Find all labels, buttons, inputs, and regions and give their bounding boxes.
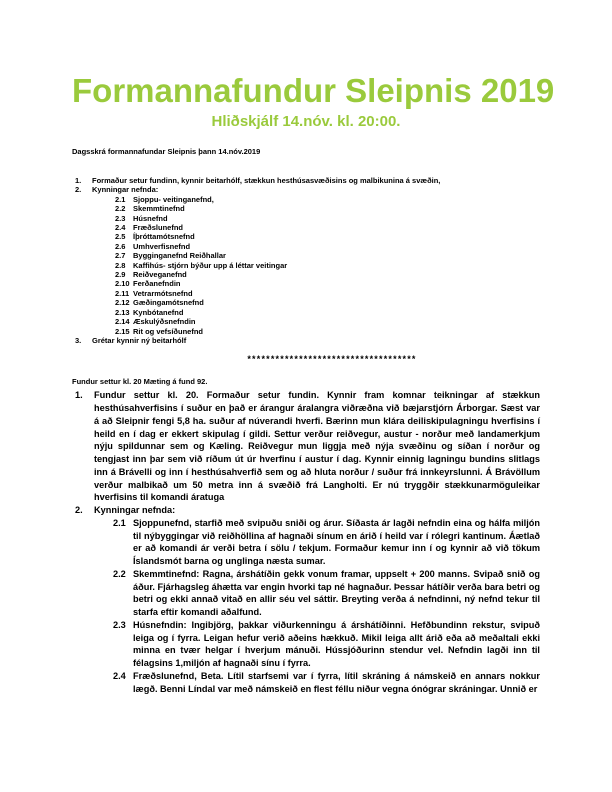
agenda-subitem: [115, 223, 540, 232]
item-text: Gæðingamótsnefnd: [133, 298, 204, 308]
agenda-item: [72, 176, 540, 185]
item-number: 2.7: [115, 251, 126, 261]
agenda-subitem: [115, 308, 540, 317]
agenda-subitem: [115, 261, 540, 270]
agenda-subitem: [115, 279, 540, 288]
item-text: Kynbótanefnd: [133, 307, 184, 317]
minutes-item: [72, 389, 540, 504]
agenda-subitem: [115, 298, 540, 307]
agenda-subitem: [115, 214, 540, 223]
agenda-subitem: [115, 327, 540, 336]
minutes-list: [72, 389, 540, 695]
item-number: 3.: [75, 335, 82, 345]
agenda-subitem: [115, 242, 540, 251]
item-text: Umhverfisnefnd: [133, 241, 191, 251]
item-number: 1.: [75, 176, 82, 185]
agenda-subitem: [115, 289, 540, 298]
item-text: Reiðveganefnd: [133, 270, 187, 280]
agenda-subitem: [115, 204, 540, 213]
agenda-subitem: [115, 270, 540, 279]
minutes-subitem: [113, 568, 540, 619]
item-number: 2.2: [113, 568, 126, 579]
item-number: 2.: [75, 185, 82, 195]
meeting-note: Fundur settur kl. 20 Mæting á fund 92.: [72, 377, 208, 387]
item-text: Vetrarmótsnefnd: [133, 288, 193, 298]
item-number: 2.9: [115, 270, 126, 280]
item-number: 2.14: [115, 317, 130, 327]
item-number: 2.11: [115, 288, 130, 298]
item-text: Fundur settur kl. 20. Formaður setur fundin. Kynnir fram komnar teikningar af stækkun hesthúsahverfisins í suður en það er árangur áralangra viðræðna við bæjarstjórn Árborgar. Sæst var á að Sleipnir fengi 5,8 ha. suður af núverandi hverfi. Bærinn mun klára deiliskipulagningu hverfisins í heild en í dag er ekkert skipulag í gildi. Settur verður reiðvegur, austur - norður með landamerkjum nýju spildunnar sem og Kæling. Reiðvegur mun liggja með nýja svæðinu og síðan í norður og tengjast inn þar sem við ríðum út úr hverfinu í austur í dag. Kynnir einnig lagningu bundins slitlags inn á Brávelli og inn í hesthúsahverfið sem og að hluta norður / suður frá innkeyrslunni. Á Brávöllum verður malbikað um 50 metra inn á svæðið frá Langholti. Er nú tryggðir stækkunarmöguleikar hverfisins til komandi áratuga: [94, 390, 540, 503]
item-text: Fræðslunefnd, Beta. Lítil starfsemi var í fyrra, lítil skráning á námskeið en annars nokkur lægð. Benni Líndal var með námskeið en flest féllu niður vegna ónógrar skráningar. Unnið er: [133, 670, 540, 694]
agenda-subitem: [115, 195, 540, 204]
item-number: 2.6: [115, 241, 126, 251]
item-number: 2.1: [115, 194, 126, 204]
item-text: Sjoppunefnd, starfið með svipuðu sniði og árur. Síðasta ár lagði nefndin eina og hálfa miljón til nýbyggingar við reiðhöllina af hagnaði sínum en árið í heild var í rólegri kantinum. Áætlað er að komandi ár verði betra í sölu / tekjum. Formaður kemur inn í og kynnir að við tökum Íslandsmót barna og unglinga næsta sumar.: [133, 517, 540, 567]
item-number: 2.3: [115, 213, 126, 223]
agenda-item: [72, 336, 540, 345]
item-number: 2.13: [115, 307, 130, 317]
item-text: Fræðslunefnd: [133, 223, 183, 233]
minutes-subitem: [113, 619, 540, 670]
item-number: 2.4: [113, 670, 126, 681]
item-text: Íþróttamótsnefnd: [133, 232, 195, 242]
item-text: Kynningar nefnda:: [92, 185, 159, 195]
agenda-subitem: [115, 251, 540, 260]
minutes-subitem: [113, 517, 540, 568]
item-number: 2.1: [113, 517, 126, 528]
item-text: Skemmtinefnd: Ragna, árshátíðin gekk vonum framar, uppselt + 200 manns. Svipað snið og áður. Fjárhagsleg áhætta var engin hvorki tap né hagnaður. Þessar hátíðir verða bara betri og betri og ekki annað vitað en allir séu vel sáttir. Breyting verða á nefndinni, ný nefnd tekur til starfa eftir komandi aðalfund.: [133, 568, 540, 618]
agenda-item: [72, 185, 540, 194]
item-number: 1.: [75, 390, 83, 401]
item-number: 2.4: [115, 223, 126, 233]
item-number: 2.5: [115, 232, 126, 242]
item-number: 2.10: [115, 279, 130, 289]
item-text: Formaður setur fundinn, kynnir beitarhólf, stækkun hesthúsasvæðisins og malbikunina á svæðin,: [92, 176, 441, 185]
agenda-list: [72, 176, 540, 345]
item-number: 2.: [75, 505, 83, 516]
item-text: Æskulýðsnefndin: [133, 317, 196, 327]
agenda-heading: Dagsskrá formannafundar Sleipnis þann 14.nóv.2019: [72, 147, 261, 156]
minutes-item: [72, 504, 540, 517]
item-number: 2.12: [115, 298, 130, 308]
item-text: Kynningar nefnda:: [94, 505, 176, 516]
item-text: Skemmtinefnd: [133, 204, 185, 214]
separator-line: ************************************: [247, 354, 417, 365]
item-number: 2.2: [115, 204, 126, 214]
item-number: 2.8: [115, 260, 126, 270]
item-number: 2.3: [113, 619, 126, 630]
item-text: Rit og vefsíðunefnd: [133, 326, 203, 336]
minutes-subitem: [113, 670, 540, 696]
item-text: Húsnefnd: [133, 213, 168, 223]
item-text: Bygginganefnd Reiðhallar: [133, 251, 226, 261]
item-number: 2.15: [115, 326, 130, 336]
page-title: Formannafundur Sleipnis 2019: [72, 72, 555, 109]
item-text: Grétar kynnir ný beitarhólf: [92, 335, 187, 345]
item-text: Sjoppu- veitinganefnd,: [133, 194, 214, 204]
agenda-subitem: [115, 232, 540, 241]
item-text: Húsnefndin: Ingibjörg, þakkar viðurkenningu á árshátíðinni. Hefðbundinn rekstur, svipuð leiga og í fyrra. Leigan hefur verið aðeins hækkuð. Mikil leiga allt árið eða að meðaltali ekki minna en tvær helgar í hverjum mánuði. Hússjóðurinn stendur vel. Nefndin lagði inn til félagsins 1,miljón af hagnaði sínu í fyrra.: [133, 619, 540, 669]
agenda-subitem: [115, 317, 540, 326]
item-text: Ferðanefndin: [133, 279, 181, 289]
item-text: Kaffihús- stjórn býður upp á léttar veitingar: [133, 260, 288, 270]
page-subtitle: Hliðskjálf 14.nóv. kl. 20:00.: [211, 113, 401, 130]
